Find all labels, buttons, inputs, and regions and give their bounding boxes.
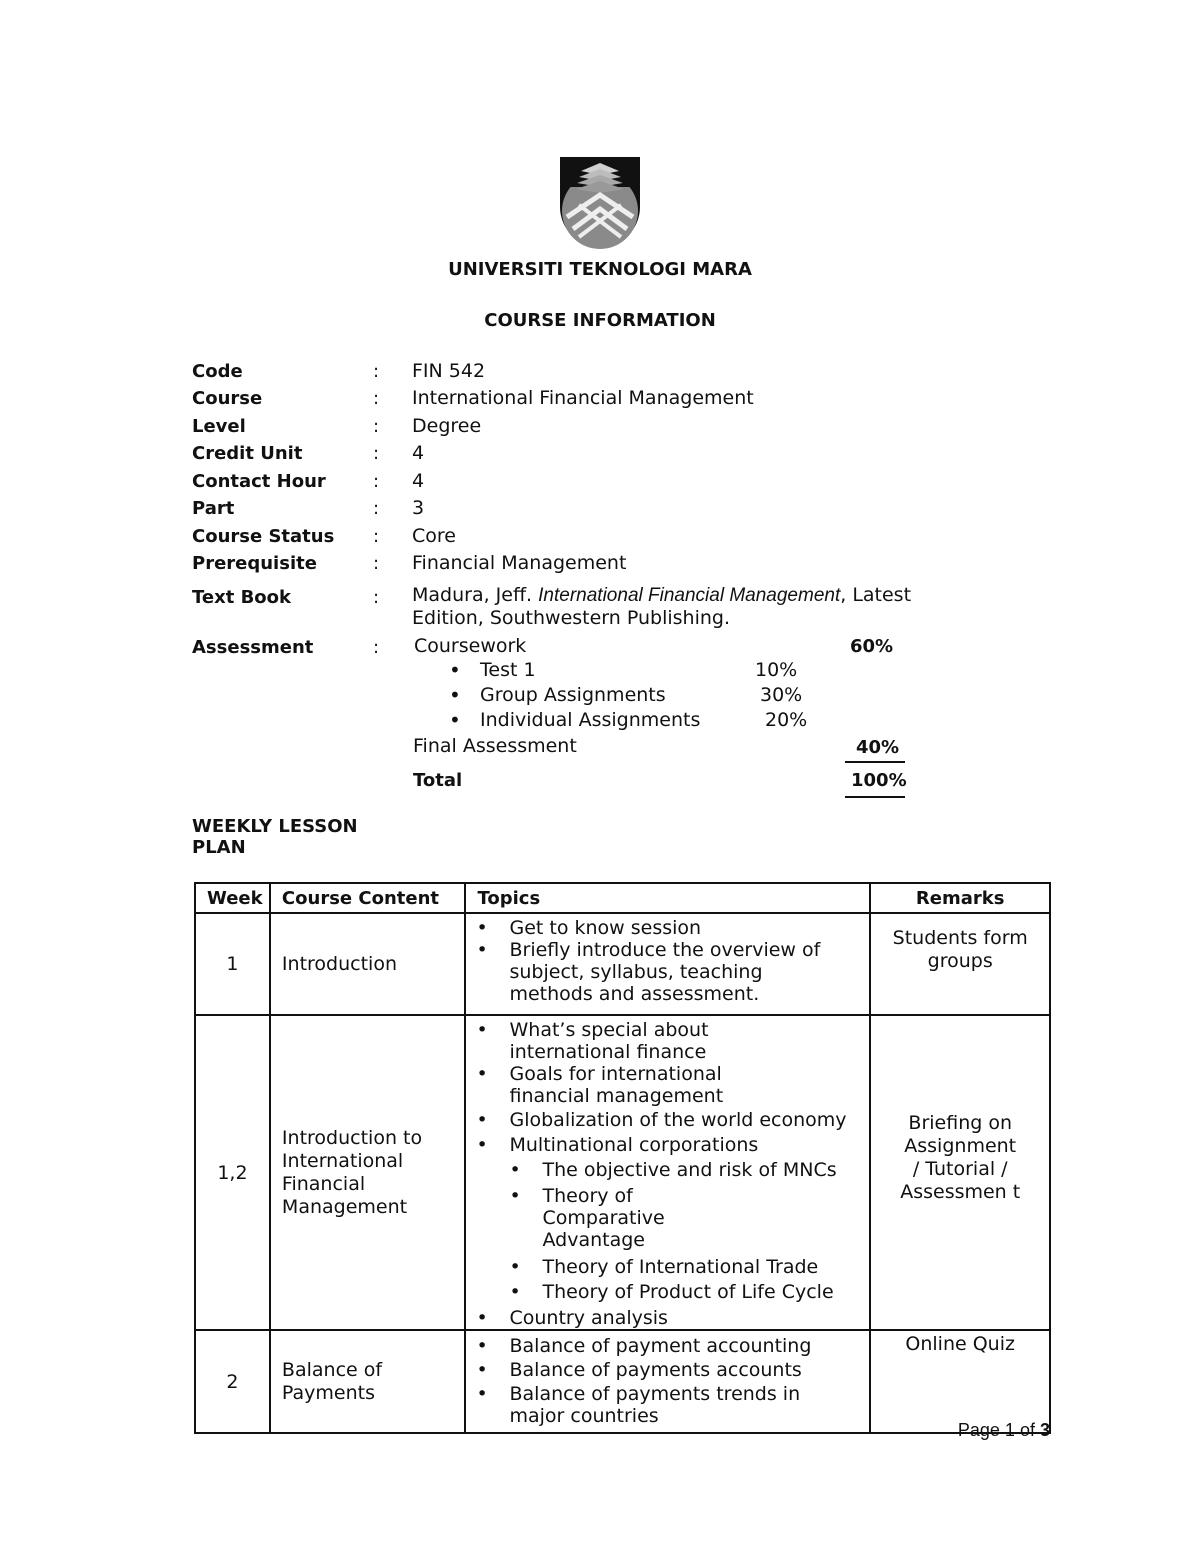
topic-subitem: • Theory of Comparative Advantage xyxy=(466,1185,869,1251)
info-colon: : xyxy=(373,553,380,574)
content-cell: Introduction xyxy=(270,913,466,1015)
coursework-pct: 60% xyxy=(850,636,894,657)
content-cell: Introduction to International Financial Management xyxy=(270,1015,466,1330)
textbook-value xyxy=(412,584,992,630)
page-label: Page xyxy=(957,1420,1000,1440)
info-value: Financial Management xyxy=(412,552,627,574)
topic-subitem: • Theory of International Trade xyxy=(466,1256,869,1278)
info-value: 3 xyxy=(412,497,425,519)
topic-item: • Balance of payment accounting xyxy=(466,1335,869,1357)
textbook-author: Madura, Jeff. xyxy=(412,584,533,606)
column-header-topics: Topics xyxy=(465,883,870,913)
topic-item: • Balance of payments accounts xyxy=(466,1359,869,1381)
topic-item: • What’s special about international finance xyxy=(466,1019,869,1063)
lesson-plan-table xyxy=(194,882,1051,1434)
assessment-item: • Individual Assignments xyxy=(480,709,700,731)
topic-item: • Get to know session xyxy=(466,917,869,939)
topics-cell xyxy=(465,1330,870,1433)
column-header-content: Course Content xyxy=(270,883,466,913)
textbook-rest2: Edition, Southwestern Publishing. xyxy=(412,607,731,629)
page-current: 1 xyxy=(1004,1420,1015,1440)
info-value: 4 xyxy=(412,470,425,492)
week-cell: 2 xyxy=(195,1330,270,1433)
textbook-label: Text Book xyxy=(192,587,291,608)
info-colon: : xyxy=(373,471,380,492)
university-logo xyxy=(559,157,641,253)
section-title: COURSE INFORMATION xyxy=(484,310,716,331)
textbook-rest1: , Latest xyxy=(840,584,912,606)
topic-item: • Multinational corporations xyxy=(466,1134,869,1156)
total-pct: 100% xyxy=(851,770,907,791)
info-colon: : xyxy=(373,637,380,658)
remarks-text: Online Quiz xyxy=(905,1333,1015,1355)
weekly-plan-heading xyxy=(192,816,358,858)
coursework-label: Coursework xyxy=(414,635,527,657)
remarks-cell xyxy=(870,913,1050,1015)
weekly-heading-line2: PLAN xyxy=(192,837,246,858)
page-number xyxy=(958,1420,1050,1441)
topic-item: • Goals for international financial management xyxy=(466,1063,869,1107)
table-row xyxy=(195,913,1050,1015)
remarks-text: Students form groups xyxy=(892,927,1028,972)
info-colon: : xyxy=(373,361,380,382)
info-colon: : xyxy=(373,416,380,437)
assessment-item: • Group Assignments xyxy=(480,684,666,706)
info-colon: : xyxy=(373,498,380,519)
weekly-heading-line1: WEEKLY LESSON xyxy=(192,816,358,837)
topic-item: • Briefly introduce the overview of subject, syllabus, teaching methods and assessment. xyxy=(466,939,869,1005)
info-value: Core xyxy=(412,525,456,547)
assessment-item: • Test 1 xyxy=(480,659,536,681)
remarks-cell xyxy=(870,1015,1050,1330)
final-assessment-pct: 40% xyxy=(856,737,900,758)
week-cell: 1 xyxy=(195,913,270,1015)
info-label: Part xyxy=(192,498,235,519)
column-header-remarks: Remarks xyxy=(870,883,1050,913)
info-colon: : xyxy=(373,388,380,409)
assessment-label: Assessment xyxy=(192,637,314,658)
info-colon: : xyxy=(373,587,380,608)
info-label: Prerequisite xyxy=(192,553,317,574)
column-header-week: Week xyxy=(195,883,270,913)
info-value: 4 xyxy=(412,442,425,464)
info-value: Degree xyxy=(412,415,482,437)
week-cell: 1,2 xyxy=(195,1015,270,1330)
info-colon: : xyxy=(373,443,380,464)
info-label: Code xyxy=(192,361,243,382)
info-label: Level xyxy=(192,416,246,437)
info-label: Credit Unit xyxy=(192,443,303,464)
remarks-cell xyxy=(870,1330,1050,1433)
final-assessment-label: Final Assessment xyxy=(413,735,577,757)
info-label: Contact Hour xyxy=(192,471,326,492)
table-row xyxy=(195,1330,1050,1433)
topic-subitem: • The objective and risk of MNCs xyxy=(466,1159,869,1181)
info-value: International Financial Management xyxy=(412,387,754,409)
topics-cell xyxy=(465,1015,870,1330)
assessment-item-pct: 10% xyxy=(755,659,798,681)
university-name: UNIVERSITI TEKNOLOGI MARA xyxy=(448,259,752,280)
content-cell: Balance of Payments xyxy=(270,1330,466,1433)
textbook-title: International Financial Management xyxy=(538,585,841,606)
page-total: 3 xyxy=(1039,1420,1050,1440)
assessment-item-pct: 20% xyxy=(765,709,808,731)
total-label: Total xyxy=(413,770,463,791)
topic-item: • Balance of payments trends in major countries xyxy=(466,1383,869,1427)
table-row xyxy=(195,1015,1050,1330)
remarks-text: Briefing on Assignment / Tutorial / Assessmen t xyxy=(900,1112,1021,1203)
info-colon: : xyxy=(373,526,380,547)
assessment-item-pct: 30% xyxy=(760,684,803,706)
topic-subitem: • Theory of Product of Life Cycle xyxy=(466,1281,869,1303)
page-of-label: of xyxy=(1019,1420,1035,1440)
subtotal-rule xyxy=(845,761,905,763)
table-header-row xyxy=(195,883,1050,913)
topics-cell xyxy=(465,913,870,1015)
university-crest-icon xyxy=(559,157,641,253)
info-value: FIN 542 xyxy=(412,360,486,382)
topic-item: • Country analysis xyxy=(466,1307,869,1329)
topic-item: • Globalization of the world economy xyxy=(466,1109,869,1131)
info-label: Course Status xyxy=(192,526,335,547)
info-label: Course xyxy=(192,388,263,409)
total-rule xyxy=(845,796,905,798)
